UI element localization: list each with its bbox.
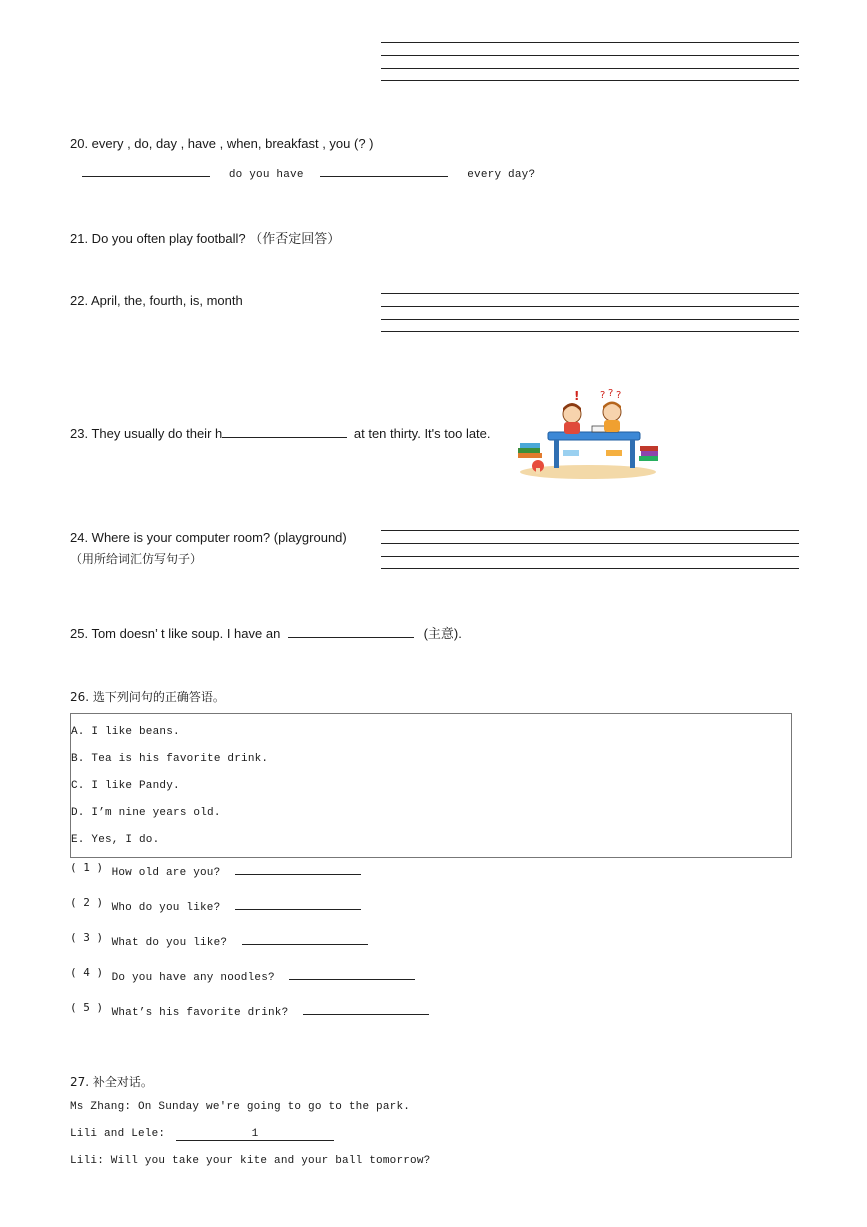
svg-text:?: ? xyxy=(608,388,614,399)
q25-after-text: (主意). xyxy=(423,626,462,641)
q27-line-1: Ms Zhang: On Sunday we're going to go to the park. xyxy=(70,1101,411,1113)
q26-item-number: ( 4 ) xyxy=(70,966,104,979)
q26-item-number: ( 2 ) xyxy=(70,896,104,909)
q26-item-question: What do you like? xyxy=(111,937,228,949)
children-studying-illustration xyxy=(508,388,660,483)
q20-answer-line xyxy=(82,164,535,181)
svg-text:?: ? xyxy=(616,390,622,401)
q26-option-c: C. I like Pandy. xyxy=(71,780,180,792)
q26-answer-blank[interactable] xyxy=(235,897,361,910)
q20-prompt: 20. every , do, day , have , when, breakfast , you (? ) xyxy=(70,136,374,151)
q26-title: 26. 选下列问句的正确答语。 xyxy=(70,690,225,704)
q21-prompt: 21. Do you often play football? （作否定回答） xyxy=(70,231,341,246)
q20-mid-text: do you have xyxy=(228,169,304,181)
q24-answer-lines[interactable] xyxy=(381,530,799,570)
q25-before-text: 25. Tom doesn’ t like soup. I have an xyxy=(70,626,281,641)
q24-note: （用所给词汇仿写句子） xyxy=(70,552,203,566)
q20-end-text: every day? xyxy=(467,169,536,181)
q23-sentence xyxy=(70,425,491,441)
q26-option-a: A. I like beans. xyxy=(71,726,180,738)
q26-options-box xyxy=(70,713,792,858)
q26-item-question: What’s his favorite drink? xyxy=(111,1007,289,1019)
q26-item-number: ( 5 ) xyxy=(70,1001,104,1014)
q27-line-2 xyxy=(70,1128,334,1141)
q25-sentence xyxy=(70,623,462,642)
q26-option-e: E. Yes, I do. xyxy=(71,834,160,846)
q20-blank-1[interactable] xyxy=(82,164,210,177)
q26-item-2 xyxy=(70,897,361,915)
q26-answer-blank[interactable] xyxy=(235,862,361,875)
q26-item-question: Do you have any noodles? xyxy=(111,972,275,984)
q22-prompt: 22. April, the, fourth, is, month xyxy=(70,293,243,308)
q27-line-3: Lili: Will you take your kite and your ball tomorrow? xyxy=(70,1155,431,1167)
q27-title: 27. 补全对话。 xyxy=(70,1075,153,1089)
q22-answer-lines[interactable] xyxy=(381,293,799,333)
q26-item-1 xyxy=(70,862,361,880)
q26-answer-blank[interactable] xyxy=(289,967,415,980)
q26-item-number: ( 3 ) xyxy=(70,931,104,944)
q26-answer-blank[interactable] xyxy=(242,932,368,945)
q26-item-question: How old are you? xyxy=(111,867,221,879)
q27-speaker-label: Lili and Lele: xyxy=(70,1128,166,1140)
q27-blank-1[interactable] xyxy=(176,1128,334,1141)
q20-blank-2[interactable] xyxy=(320,164,448,177)
q26-answer-blank[interactable] xyxy=(303,1002,429,1015)
q26-item-3 xyxy=(70,932,368,950)
q23-before-text: 23. They usually do their h xyxy=(70,426,223,441)
q24-prompt: 24. Where is your computer room? (playground) xyxy=(70,530,347,545)
q27-blank-number: 1 xyxy=(251,1128,259,1140)
q23-after-text: at ten thirty. It's too late. xyxy=(353,426,491,441)
svg-text:?: ? xyxy=(600,390,606,401)
q25-blank[interactable] xyxy=(288,625,414,638)
q26-option-b: B. Tea is his favorite drink. xyxy=(71,753,269,765)
svg-text:!: ! xyxy=(574,389,580,403)
q26-item-number: ( 1 ) xyxy=(70,861,104,874)
q26-option-d: D. I’m nine years old. xyxy=(71,807,221,819)
q26-item-question: Who do you like? xyxy=(111,902,221,914)
q26-item-4 xyxy=(70,967,415,985)
q26-item-5 xyxy=(70,1002,429,1020)
q23-blank[interactable] xyxy=(222,425,347,438)
answer-lines-top xyxy=(381,42,799,82)
